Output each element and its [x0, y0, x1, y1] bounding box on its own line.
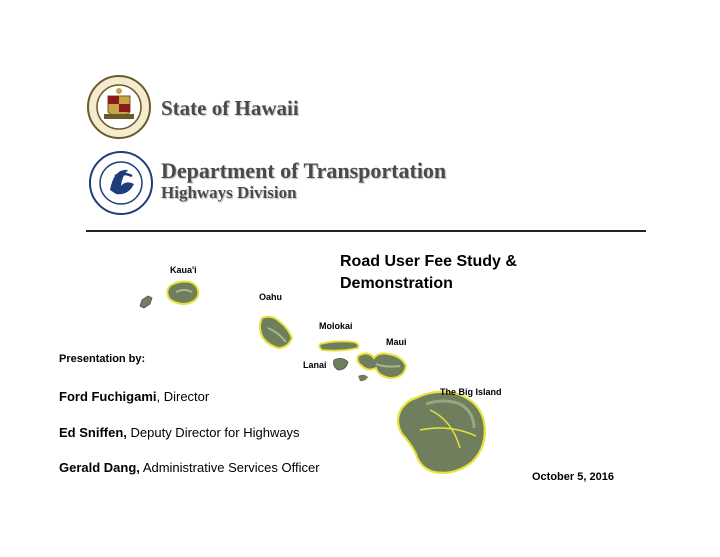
big-island: [398, 392, 485, 473]
state-seal-logo: [86, 74, 152, 140]
hawaii-islands-map: [130, 270, 530, 480]
slide-title-line1: Road User Fee Study &: [340, 253, 517, 270]
label-big-island: The Big Island: [440, 387, 502, 397]
header-divider: [86, 230, 646, 232]
division-title: Highways Division: [161, 183, 297, 202]
presenter-2: [59, 425, 300, 440]
presenter-2-role: Deputy Director for Highways: [126, 425, 300, 440]
presenter-2-name: Ed Sniffen,: [59, 425, 127, 440]
label-kauai: Kaua'i: [170, 265, 197, 275]
slide-title-line2: Demonstration: [340, 275, 453, 292]
niihau-island: [140, 296, 152, 308]
kauai-island: [167, 282, 198, 305]
label-lanai: Lanai: [303, 360, 327, 370]
dot-seal-logo: [88, 150, 154, 216]
presenter-1: [59, 389, 209, 404]
presenter-3-name: Gerald Dang,: [59, 460, 140, 475]
presenter-1-role: , Director: [156, 389, 210, 404]
presentation-by-heading: Presentation by:: [59, 353, 146, 365]
label-molokai: Molokai: [319, 321, 353, 331]
label-maui: Maui: [386, 337, 407, 347]
presentation-date: October 5, 2016: [532, 471, 614, 483]
state-title: State of Hawaii: [161, 96, 299, 120]
label-oahu: Oahu: [259, 292, 283, 302]
presenter-3-role: Administrative Services Officer: [139, 460, 320, 475]
department-title: Department of Transportation: [161, 158, 447, 183]
lanai-island: [334, 358, 349, 370]
presenter-1-name: Ford Fuchigami: [59, 389, 157, 404]
presenter-3: [59, 460, 320, 475]
molokai-island: [319, 341, 358, 350]
